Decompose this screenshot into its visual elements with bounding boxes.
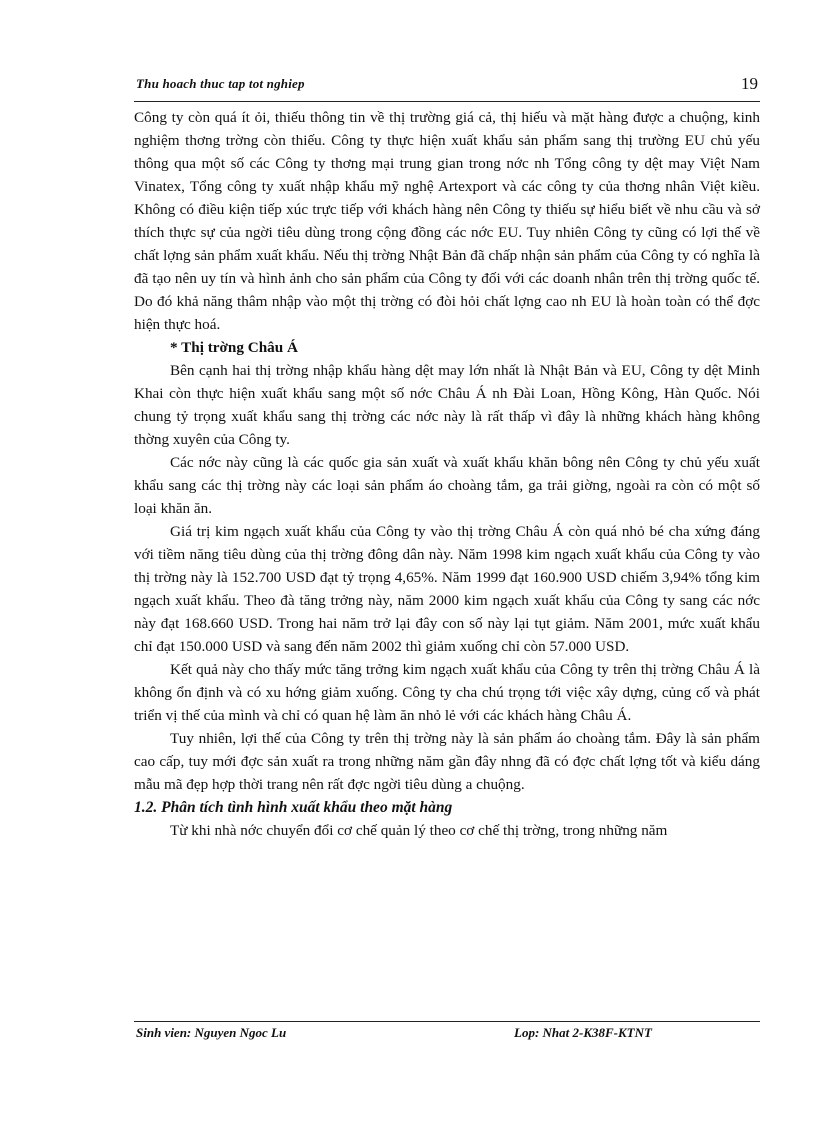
paragraph-asia-products: Các nớc này cũng là các quốc gia sản xuất và xuất khẩu khăn bông nên Công ty chủ yếu xuất khẩu sang các thị trờng này các loại sản phẩm áo choàng tắm, ga trải giờng, ngoài ra còn có một số loại khăn ăn. [134, 454, 760, 517]
footer-divider [134, 1021, 760, 1022]
page-number: 19 [741, 74, 758, 93]
header-title: Thu hoach thuc tap tot nghiep [136, 76, 305, 91]
paragraph-asia-result: Kết quả này cho thấy mức tăng trởng kim ngạch xuất khẩu của Công ty trên thị trờng Châu Á là không ổn định và có xu hớng giảm xuống. Công ty cha chú trọng tới việc xây dựng, củng cố và phát triển vị thế của mình và chỉ có quan hệ làm ăn nhỏ lẻ với các khách hàng Châu Á. [134, 661, 760, 724]
footer-student: Sinh vien: Nguyen Ngoc Lu [136, 1025, 287, 1040]
header-divider [134, 101, 760, 102]
page-body [134, 106, 760, 842]
section-heading: 1.2. Phân tích tình hình xuất khẩu theo mặt hàng [134, 799, 453, 816]
subheading-asia-market: * Thị trờng Châu Á [170, 339, 298, 356]
footer-class: Lop: Nhat 2-K38F-KTNT [514, 1025, 652, 1040]
paragraph-asia-overview: Bên cạnh hai thị trờng nhập khẩu hàng dệt may lớn nhất là Nhật Bản và EU, Công ty dệt Minh Khai còn thực hiện xuất khẩu sang một số nớc Châu Á nh Đài Loan, Hồng Kông, Hàn Quốc. Nói chung tỷ trọng xuất khẩu sang thị trờng các nớc này là rất thấp vì đây là những khách hàng không thờng xuyên của Công ty. [134, 362, 760, 448]
paragraph-asia-turnover: Giá trị kim ngạch xuất khẩu của Công ty vào thị trờng Châu Á còn quá nhỏ bé cha xứng đáng với tiềm năng tiêu dùng của thị trờng đông dân này. Năm 1998 kim ngạch xuất khẩu của Công ty vào thị trờng này là 152.700 USD đạt tỷ trọng 4,65%. Năm 1999 đạt 160.900 USD chiếm 3,94% tổng kim ngạch xuất khẩu. Theo đà tăng trởng này, năm 2000 kim ngạch xuất khẩu của Công ty sang các nớc này đạt 168.660 USD. Trong hai năm trở lại đây con số này lại tụt giảm. Năm 2001, mức xuất khẩu chỉ đạt 150.000 USD và sang đến năm 2002 thì giảm xuống chỉ còn 57.000 USD. [134, 523, 760, 655]
paragraph-asia-advantage: Tuy nhiên, lợi thế của Công ty trên thị trờng này là sản phẩm áo choàng tắm. Đây là sản phẩm cao cấp, tuy mới đợc sản xuất ra trong những năm gần đây nhng đã có đợc chất lợng tốt và kiểu dáng mẫu mã đẹp hợp thời trang nên rất đợc ngời tiêu dùng a chuộng. [134, 730, 760, 793]
page-footer [134, 1025, 760, 1045]
page-header [134, 72, 760, 98]
paragraph-section-intro: Từ khi nhà nớc chuyển đổi cơ chế quản lý theo cơ chế thị trờng, trong những năm [170, 822, 668, 839]
paragraph-continued: Công ty còn quá ít ỏi, thiếu thông tin về thị trường giá cả, thị hiếu và mặt hàng được a chuộng, kinh nghiệm thơng trờng còn thiếu. Công ty thực hiện xuất khẩu sản phẩm sang thị trường EU chủ yếu thông qua một số các Công ty thơng mại trung gian trong nớc nh Tổng công ty dệt may Việt Nam Vinatex, Tổng công ty xuất nhập khẩu mỹ nghệ Artexport và các công ty của thơng nhân Việt kiều. Không có điều kiện tiếp xúc trực tiếp với khách hàng nên Công ty thiếu sự hiểu biết về nhu cầu và sở thích thực sự của ngời tiêu dùng trong cộng đồng các nớc EU. Tuy nhiên Công ty cũng có lợi thế về chất lợng sản phẩm xuất khẩu. Nếu thị trờng Nhật Bản đã chấp nhận sản phẩm của Công ty có nghĩa là đã tạo nên uy tín và hình ảnh cho sản phẩm của Công ty đối với các doanh nhân trên thị trờng quốc tế. Do đó khả năng thâm nhập vào một thị trờng có đòi hỏi chất lợng cao nh EU là hoàn toàn có thể đợc hiện thực hoá. [134, 109, 760, 333]
